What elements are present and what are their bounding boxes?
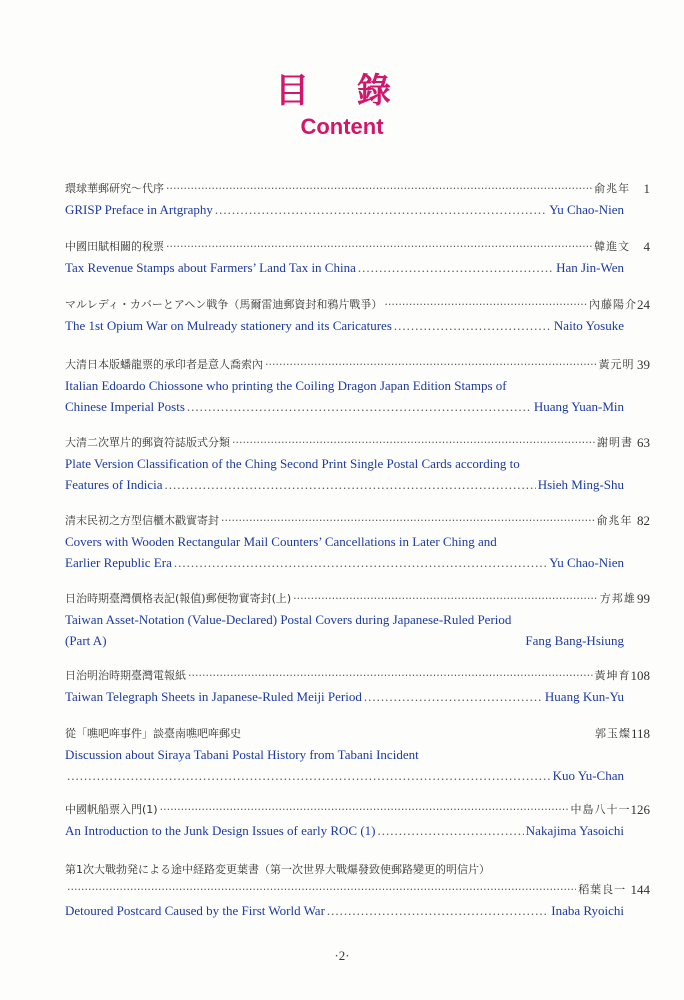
- entry-title-chinese: 清末民初之方型信櫃木戳實寄封: [65, 514, 219, 527]
- dot-leader: [215, 199, 547, 220]
- entry-title-english-line: [65, 630, 650, 651]
- toc-entry: [65, 589, 650, 651]
- toc-entry: [65, 433, 650, 495]
- entry-title-chinese: 第1次大戰勃発による途中経路変更葉書（第一次世界大戰爆發致使郵路變更的明信片）: [65, 863, 490, 876]
- entry-page-number: 63: [637, 435, 650, 450]
- entry-title-english-first-line: Taiwan Asset-Notation (Value-Declared) Postal Covers during Japanese-Ruled Period: [65, 612, 512, 627]
- entry-title-english-line: [65, 531, 650, 552]
- entry-title-english-first-line: Italian Edoardo Chiossone who printing the Coiling Dragon Japan Edition Stamps of: [65, 378, 507, 393]
- entry-page-number: 4: [643, 239, 650, 254]
- dot-leader: [67, 765, 551, 786]
- entry-author-chinese: 韓進文: [594, 240, 631, 253]
- entry-title-english: Features of Indicia: [65, 477, 163, 492]
- entry-title-english-line: [65, 609, 650, 630]
- entry-title-english-line: [65, 686, 650, 707]
- dot-leader: [164, 474, 535, 495]
- entry-author-english: Yu Chao-Nien: [549, 555, 624, 570]
- entry-title-chinese-line: [65, 724, 650, 744]
- entry-author-english: Han Jin-Wen: [556, 260, 624, 275]
- entry-author-english: Naito Yosuke: [553, 318, 624, 333]
- entry-title-english-line: [65, 744, 650, 765]
- toc-entry: [65, 800, 650, 841]
- dot-leader: [265, 355, 597, 375]
- entry-author-english: Kuo Yu-Chan: [552, 768, 624, 783]
- entry-author-chinese: 黃坤育: [594, 669, 631, 682]
- entry-title-chinese-line: [65, 589, 650, 609]
- entry-title-chinese-line: [65, 511, 650, 531]
- toc-entry: [65, 179, 650, 220]
- toc-entry: [65, 237, 650, 278]
- entry-title-english: Tax Revenue Stamps about Farmers’ Land Tax in China: [65, 260, 356, 275]
- entry-author-english: Yu Chao-Nien: [549, 202, 624, 217]
- entry-title-chinese: 環球華郵研究～代序: [65, 182, 164, 195]
- entry-title-english-line: [65, 315, 650, 336]
- entry-title-chinese: 中國田賦相關的稅票: [65, 240, 164, 253]
- entry-author-english: Nakajima Yasoichi: [525, 823, 624, 838]
- entry-title-chinese-line: [65, 179, 650, 199]
- entry-page-number: 118: [630, 726, 650, 741]
- entry-title-english: Chinese Imperial Posts: [65, 399, 185, 414]
- toc-entry: [65, 860, 650, 921]
- toc-entry: [65, 666, 650, 707]
- entry-title-english-line: [65, 765, 650, 786]
- entry-page-number: 1: [643, 181, 650, 196]
- entry-title-english: Earlier Republic Era: [65, 555, 172, 570]
- page-title-chinese: 目 錄: [275, 71, 409, 111]
- dot-leader: [187, 396, 532, 417]
- entry-title-english-line: [65, 900, 650, 921]
- entry-title-chinese: 中國帆船票入門(1): [65, 803, 158, 816]
- entry-title-english: Detoured Postcard Caused by the First World War: [65, 903, 325, 918]
- dot-leader: [384, 295, 587, 315]
- entry-author-chinese: 內藤陽介: [589, 298, 637, 311]
- dot-leader: [232, 433, 595, 453]
- dot-leader: [221, 511, 595, 531]
- entry-title-english-first-line: Covers with Wooden Rectangular Mail Counters’ Cancellations in Later Ching and: [65, 534, 497, 549]
- entry-title-english-line: [65, 474, 650, 495]
- entry-title-english-line: [65, 820, 650, 841]
- entry-title-chinese: 日治明治時期臺灣電報紙: [65, 669, 186, 682]
- entry-page-number: 108: [630, 668, 650, 683]
- dot-leader: [188, 666, 593, 686]
- entry-title-chinese: 從「噍吧哖事件」談臺南噍吧哖郵史: [65, 727, 241, 740]
- entry-page-number: 24: [637, 297, 650, 312]
- entry-author-english: Hsieh Ming-Shu: [537, 477, 624, 492]
- toc-entry: [65, 511, 650, 573]
- entry-title-english-line: [65, 375, 650, 396]
- entry-author-chinese: 俞兆年: [596, 514, 633, 527]
- entry-author-chinese: 謝明書: [597, 436, 634, 449]
- dot-leader: [174, 552, 547, 573]
- entry-title-chinese: マルレディ・カバーとアヘン戦争（馬爾雷迪郵資封和鴉片戰爭）: [65, 298, 383, 311]
- entry-title-english-line: [65, 396, 650, 417]
- entry-title-chinese-line: [65, 880, 650, 900]
- entry-title-english-line: [65, 257, 650, 278]
- toc-entry: [65, 724, 650, 786]
- page-title-english: Content: [300, 114, 384, 139]
- entry-author-chinese: 方邦雄: [599, 592, 636, 605]
- entry-author-english: Inaba Ryoichi: [551, 903, 624, 918]
- entry-title-english: The 1st Opium War on Mulready stationery and its Caricatures: [65, 318, 392, 333]
- entry-title-english: Taiwan Telegraph Sheets in Japanese-Ruled Meiji Period: [65, 689, 362, 704]
- entry-author-english: Huang Yuan-Min: [533, 399, 624, 414]
- entry-title-english-first-line: Plate Version Classification of the Ching Second Print Single Postal Cards according to: [65, 456, 520, 471]
- toc-entry: [65, 355, 650, 417]
- dot-leader: [166, 237, 592, 257]
- entry-author-chinese: 俞兆年: [594, 182, 631, 195]
- dot-leader: [67, 880, 576, 900]
- entry-title-english: An Introduction to the Junk Design Issues of early ROC (1): [65, 823, 376, 838]
- dot-leader: [166, 179, 592, 199]
- dot-leader: [293, 589, 598, 609]
- toc-entry: [65, 295, 650, 336]
- entry-title-chinese: 日治時期臺灣價格表記(報值)郵便物實寄封(上): [65, 592, 292, 605]
- dot-leader: [364, 686, 543, 707]
- entry-page-number: 144: [630, 882, 650, 897]
- dot-leader: [160, 800, 569, 820]
- page-number-footer: ·2·: [334, 948, 350, 963]
- entry-title-chinese-line: [65, 237, 650, 257]
- entry-title-english: (Part A): [65, 633, 107, 648]
- entry-title-english-first-line: Discussion about Siraya Tabani Postal History from Tabani Incident: [65, 747, 419, 762]
- entry-author-chinese: 郭玉燦: [594, 727, 631, 740]
- entry-title-chinese-line: [65, 433, 650, 453]
- entry-title-chinese-line: [65, 800, 650, 820]
- entry-title-chinese: 大清二次單片的郵資符誌版式分類: [65, 436, 230, 449]
- entry-page-number: 39: [637, 357, 650, 372]
- entry-author-chinese: 稻葉良一: [578, 883, 627, 896]
- entry-author-english: Huang Kun-Yu: [544, 689, 624, 704]
- dot-leader: [378, 820, 524, 841]
- dot-leader: [358, 257, 554, 278]
- entry-title-chinese: 大清日本版蟠龍票的承印者是意人喬索內: [65, 358, 263, 371]
- dot-leader: [327, 900, 549, 921]
- entry-author-chinese: 黃元明: [598, 358, 635, 371]
- entry-page-number: 82: [637, 513, 650, 528]
- entry-page-number: 126: [630, 802, 650, 817]
- entry-title-chinese-line: [65, 355, 650, 375]
- entry-author-chinese: 中島八十一: [570, 803, 631, 816]
- dot-leader: [394, 315, 552, 336]
- entry-title-english-line: [65, 453, 650, 474]
- entry-title-english-line: [65, 199, 650, 220]
- entry-title-chinese-line: [65, 295, 650, 315]
- entry-author-english: Fang Bang-Hsiung: [525, 633, 624, 648]
- entry-title-english-line: [65, 552, 650, 573]
- entry-title-chinese-line: [65, 666, 650, 686]
- entry-title-english: GRISP Preface in Artgraphy: [65, 202, 213, 217]
- entry-page-number: 99: [637, 591, 650, 606]
- entry-title-chinese-first-line: [65, 860, 650, 880]
